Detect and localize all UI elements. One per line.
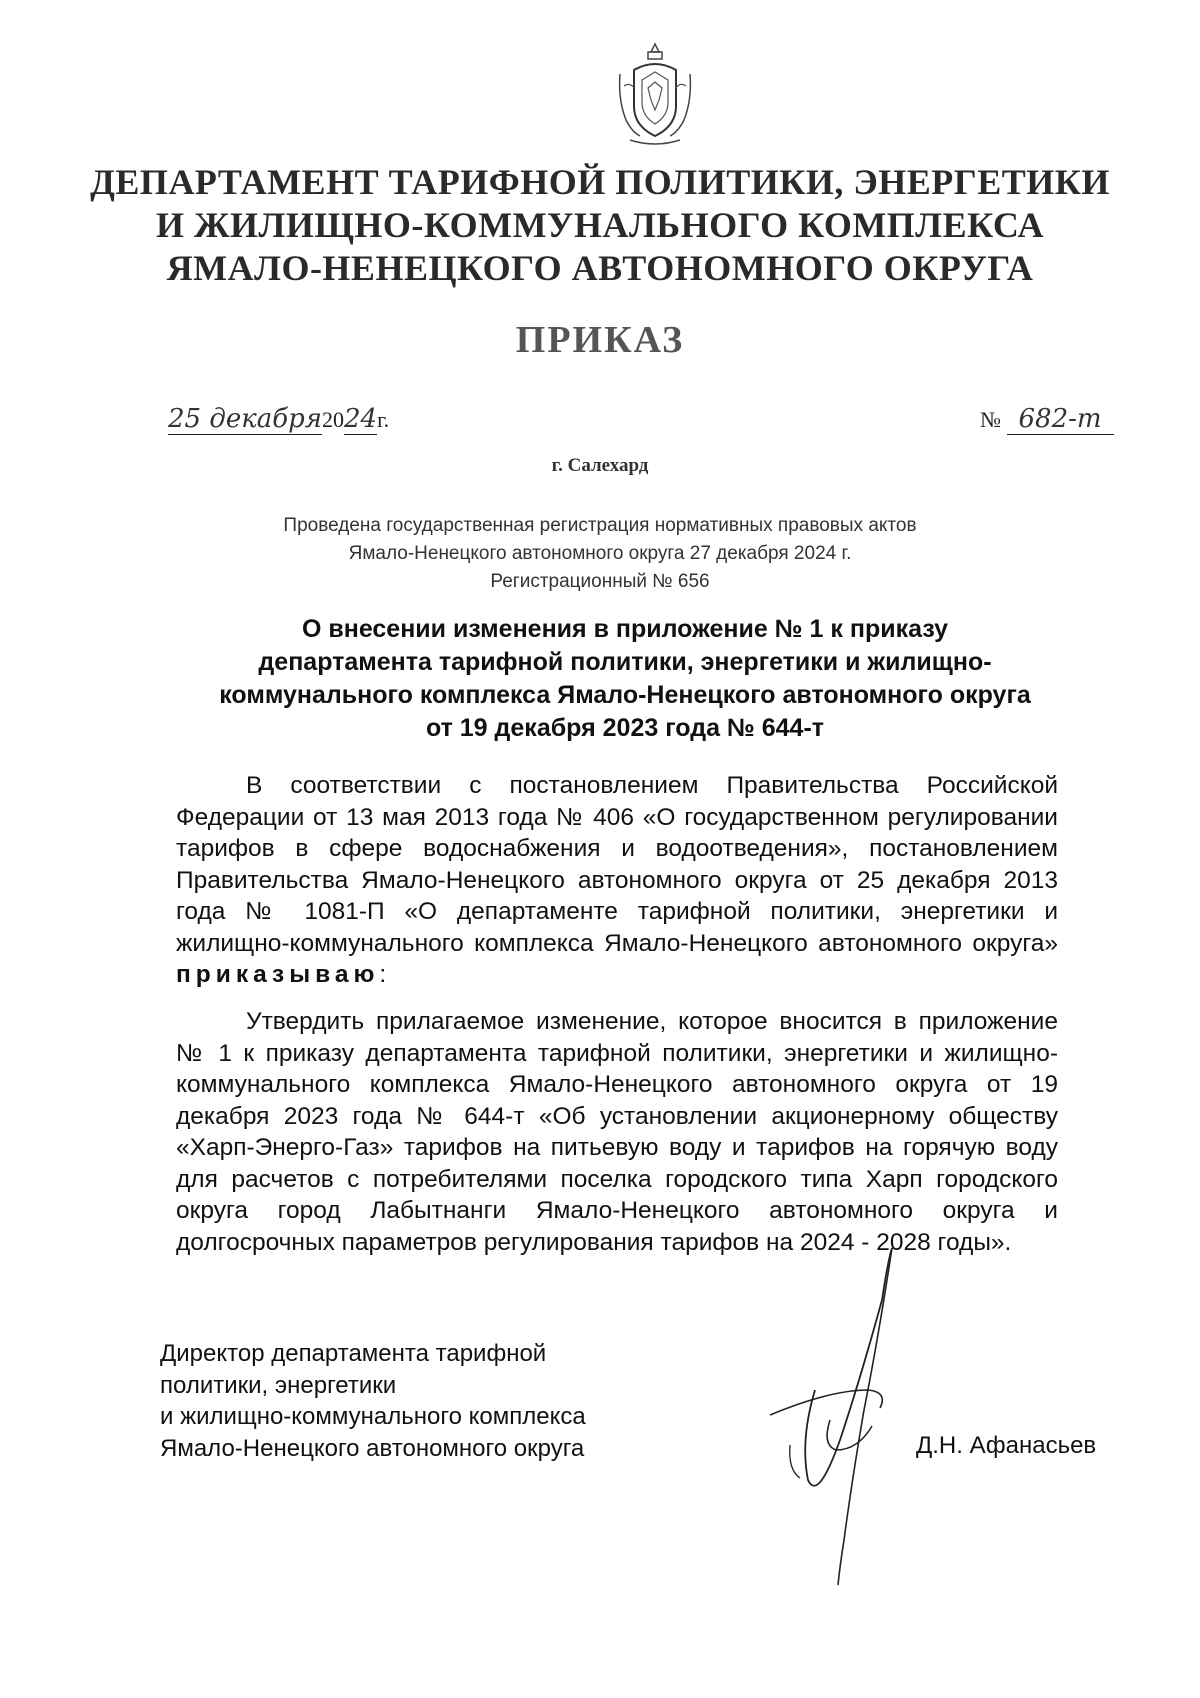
director-title-line-2: политики, энергетики (160, 1371, 397, 1399)
order-subject (160, 613, 1090, 745)
coat-of-arms-icon (612, 40, 698, 150)
director-title-line-4: Ямало-Ненецкого автономного округа (160, 1434, 585, 1462)
director-title-line-1: Директор департамента тарифной (160, 1340, 547, 1367)
registration-line-2: Ямало-Ненецкого автономного округа 27 декабря 2024 г. (348, 543, 852, 564)
order-colon: : (379, 961, 387, 988)
order-date-year-suffix: 24 (343, 404, 378, 434)
subject-line-4: от 19 декабря 2023 года № 644-т (425, 714, 825, 742)
director-title (160, 1338, 720, 1464)
order-number-label: № (980, 407, 1001, 432)
order-title: ПРИКАЗ (515, 319, 685, 361)
subject-line-1: О внесении изменения в приложение № 1 к приказу (301, 615, 949, 643)
department-name-line-3: ЯМАЛО-НЕНЕЦКОГО АВТОНОМНОГО ОКРУГА (166, 248, 1034, 288)
city-name: г. Салехард (551, 455, 649, 476)
subject-line-3: коммунального комплекса Ямало-Ненецкого автономного округа (219, 681, 1031, 709)
order-date-year-unit: г. (377, 407, 390, 432)
signature-icon (760, 1240, 980, 1590)
subject-line-2: департамента тарифной политики, энергетики и жилищно- (258, 648, 992, 676)
body-paragraph-1 (176, 770, 1058, 991)
body-paragraph-2: Утвердить прилагаемое изменение, которое вносится в приложение № 1 к приказу департамента тарифной политики, энергетики и жилищно-коммунального комплекса Ямало-Ненецкого автономного округа от 19 декабря 2023 года № 644-т «Об установлении акционерному обществу «Харп-Энерго-Газ» тарифов на питьевую воду и тарифов на горячую воду для расчетов с потребителями поселка городского типа Харп городского округа город Лабытнанги Ямало-Ненецкого автономного округа и долгосрочных параметров регулирования тарифов на 2024 - 2028 годы». (176, 1008, 1058, 1256)
signer-name: Д.Н. Афанасьев (916, 1432, 1097, 1459)
registration-stamp (150, 512, 1050, 596)
registration-line-1: Проведена государственная регистрация нормативных правовых актов (283, 515, 917, 536)
order-number (980, 404, 1114, 435)
department-name-line-2: И ЖИЛИЩНО-КОММУНАЛЬНОГО КОМПЛЕКСА (155, 205, 1045, 245)
registration-line-3: Регистрационный № 656 (490, 571, 710, 592)
order-date-day-month: 25 декабря (168, 404, 322, 434)
director-title-line-3: и жилищно-коммунального комплекса (160, 1403, 586, 1430)
order-number-value: 682-т (1007, 404, 1114, 435)
order-date (168, 404, 389, 435)
department-name-line-1: ДЕПАРТАМЕНТ ТАРИФНОЙ ПОЛИТИКИ, ЭНЕРГЕТИКИ (90, 162, 1110, 202)
order-date-year-prefix: 20 (321, 407, 344, 432)
body-paragraph-1-text: В соответствии с постановлением Правительства Российской Федерации от 13 мая 2013 года № 406 «О государственном регулировании тарифов в сфере водоснабжения и водоотведения», постановлением Правительства Ямало-Ненецкого автономного округа от 25 декабря 2013 года № 1081-П «О департаменте тарифной политики, энергетики и жилищно-коммунального комплекса Ямало-Ненецкого автономного округа» (176, 772, 1058, 957)
order-word: приказываю (176, 961, 380, 988)
